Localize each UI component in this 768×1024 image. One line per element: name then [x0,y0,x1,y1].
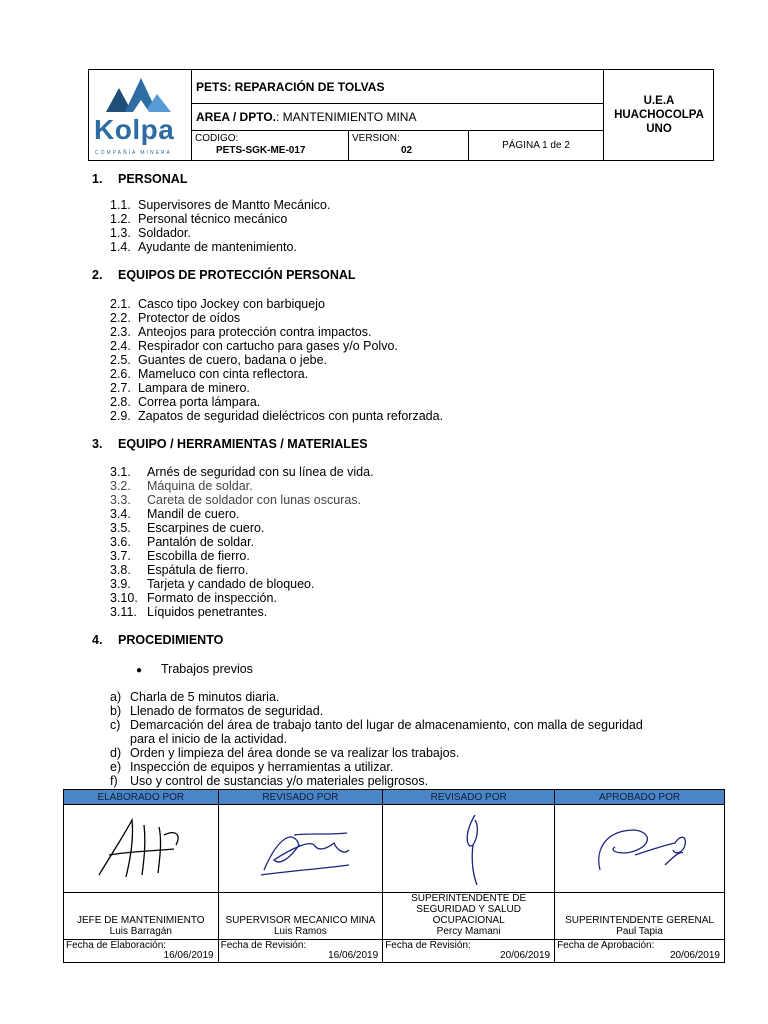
logo-subtext: COMPAÑÍA MINERA [95,150,172,156]
list-item-number: 3.9. [110,577,131,591]
list-item-text: Demarcación del área de trabajo tanto del lugar de almacenamiento, con malla de seguridad [130,718,643,732]
list-item-text: Careta de soldador con lunas oscuras. [147,493,362,507]
uea-line2: HUACHOCOLPA [614,109,704,121]
codigo-cell [192,131,349,160]
list-item-text: Protector de oídos [138,311,241,325]
list-item [110,535,254,549]
list-item-number: 2.6. [110,367,131,381]
version-cell [349,131,469,160]
list-item [110,198,330,212]
list-item [110,521,264,535]
area-label: AREA / DPTO. [196,110,277,124]
list-item [110,577,315,591]
list-item-number: 3.4. [110,507,131,521]
list-item-text: Formato de inspección. [147,591,277,605]
list-item-text: Ayudante de mantenimiento. [138,240,297,254]
list-item-number: 3.7. [110,549,131,563]
list-item-text: Anteojos para protección contra impactos. [138,325,372,339]
area-row [192,104,603,131]
signature-header-row [64,790,725,805]
list-item-text: Casco tipo Jockey con barbiquejo [138,297,325,311]
list-item [110,240,297,254]
section-personal-title: 1. PERSONAL [92,172,188,186]
list-item [110,718,643,732]
date-cell-3: Fecha de Revisión: 20/06/2019 [383,940,555,963]
pets-value: : REPARACIÓN DE TOLVAS [227,79,385,94]
date-cell-1: Fecha de Elaboración: 16/06/2019 [64,940,219,963]
list-item-number: 2.5. [110,353,131,367]
list-item [110,325,371,339]
list-item [110,760,393,774]
signature-role-row [64,893,725,940]
list-item [110,367,308,381]
signature-table [63,789,725,963]
list-item-number: 2.2. [110,311,131,325]
list-item-text: Guantes de cuero, badana o jebe. [138,353,328,367]
header-revisado-2: REVISADO POR [383,790,555,805]
list-item-number: 1.1. [110,198,131,212]
role-cell-3: SUPERINTENDENTE DE SEGURIDAD Y SALUD OCUPACIONAL Percy Mamani [383,893,555,940]
uea-line3: UNO [646,123,672,135]
list-item-number: 1.4. [110,240,131,254]
list-item [110,704,323,718]
list-item-text: Personal técnico mecánico [138,212,288,226]
list-item [110,409,443,423]
header-aprobado: APROBADO POR [555,790,725,805]
list-item-text: Zapatos de seguridad dieléctricos con punta reforzada. [138,409,444,423]
list-item-number: b) [110,704,122,718]
list-item-text: Tarjeta y candado de bloqueo. [147,577,315,591]
list-item-text: Mameluco con cinta reflectora. [138,367,309,381]
list-item [110,381,250,395]
list-item [110,226,191,240]
header-revisado-1: REVISADO POR [218,790,383,805]
role-cell-2: SUPERVISOR MECANICO MINA Luis Ramos [218,893,383,940]
list-item-text: Lampara de minero. [138,381,250,395]
list-item-number: 3.5. [110,521,131,535]
company-logo [89,70,192,160]
list-item-number: f) [110,774,118,788]
list-item-text: Respirador con cartucho para gases y/o Polvo. [138,339,398,353]
list-item [110,339,398,353]
list-item [110,549,250,563]
list-item-text: para el inicio de la actividad. [130,732,288,746]
list-item-text: Pantalón de soldar. [147,535,255,549]
list-item-number: 3.1. [110,465,131,479]
list-item-number: c) [110,718,121,732]
list-item-number: d) [110,746,122,760]
signature-row [64,805,725,893]
list-item-text: Supervisores de Mantto Mecánico. [138,198,331,212]
bullet-trabajos-previos: ● Trabajos previos [136,662,253,676]
logo-text: Kolpa [94,114,175,145]
list-item-number: 2.8. [110,395,131,409]
code-row [192,131,603,160]
list-item [110,353,327,367]
list-item-number: 3.2. [110,479,131,493]
list-item-number: 2.4. [110,339,131,353]
signature-4 [555,805,725,893]
date-cell-2: Fecha de Revisión: 16/06/2019 [218,940,383,963]
codigo-value: PETS-SGK-ME-017 [216,145,306,156]
list-item-text: Máquina de soldar. [147,479,253,493]
version-label: VERSION: [352,133,400,144]
list-item-number: 2.3. [110,325,131,339]
list-item-number: 1.2. [110,212,131,226]
list-item-text: Inspección de equipos y herramientas a utilizar. [130,760,394,774]
signature-date-row [64,940,725,963]
list-item [110,605,267,619]
list-item-number: e) [110,760,122,774]
list-item [110,493,361,507]
uea-cell [603,70,714,160]
list-item-text: Soldador. [138,226,191,240]
list-item [110,297,325,311]
list-item-number: 3.3. [110,493,131,507]
pets-title-row [192,70,603,104]
list-item-text: Mandil de cuero. [147,507,240,521]
list-item [110,563,248,577]
list-item-number: 2.9. [110,409,131,423]
list-item-number: 2.1. [110,297,131,311]
signature-3 [383,805,555,893]
date-cell-4: Fecha de Aprobación: 20/06/2019 [555,940,725,963]
role-cell-4: SUPERINTENDENTE GERENAL Paul Tapia [555,893,725,940]
list-item [110,774,428,788]
section-equipo-title: 3. EQUIPO / HERRAMIENTAS / MATERIALES [92,437,368,451]
list-item-text: Escobilla de fierro. [147,549,250,563]
list-item [110,212,287,226]
list-item-number: 3.8. [110,563,131,577]
document-header [88,69,714,161]
uea-line1: U.E.A [643,95,675,107]
signature-2 [218,805,383,893]
list-item-text: Líquidos penetrantes. [147,605,268,619]
list-item-number: 3.10. [110,591,138,605]
area-value: : MANTENIMIENTO MINA [276,110,417,124]
list-item-number: 2.7. [110,381,131,395]
list-item-text: Arnés de seguridad con su línea de vida. [147,465,374,479]
list-item [110,732,287,746]
list-item [110,311,240,325]
list-item [110,690,279,704]
list-item-text: Espátula de fierro. [147,563,249,577]
header-elaborado: ELABORADO POR [64,790,219,805]
section-epp-title: 2. EQUIPOS DE PROTECCIÓN PERSONAL [92,268,356,282]
list-item-number: a) [110,690,122,704]
list-item [110,507,239,521]
list-item [110,591,277,605]
section-procedimiento-title: 4. PROCEDIMIENTO [92,633,224,647]
list-item [110,395,260,409]
list-item-text: Llenado de formatos de seguridad. [130,704,324,718]
list-item [110,746,459,760]
bullet-icon: ● [136,665,143,676]
list-item-text: Orden y limpieza del área donde se va realizar los trabajos. [130,746,460,760]
pagina-cell: PÁGINA 1 de 2 [502,140,570,151]
version-value: 02 [401,145,413,156]
codigo-label: CODIGO: [195,133,239,144]
list-item-number: 1.3. [110,226,131,240]
list-item-number: 3.6. [110,535,131,549]
list-item-text: Correa porta lámpara. [138,395,261,409]
list-item [110,479,253,493]
signature-1 [64,805,219,893]
list-item [110,465,374,479]
list-item-text: Uso y control de sustancias y/o materiales peligrosos. [130,774,429,788]
pets-label: PETS [196,79,228,94]
list-item-text: Charla de 5 minutos diaria. [130,690,280,704]
role-cell-1: JEFE DE MANTENIMIENTO Luis Barragán [64,893,219,940]
list-item-number: 3.11. [110,605,137,619]
list-item-text: Escarpines de cuero. [147,521,265,535]
